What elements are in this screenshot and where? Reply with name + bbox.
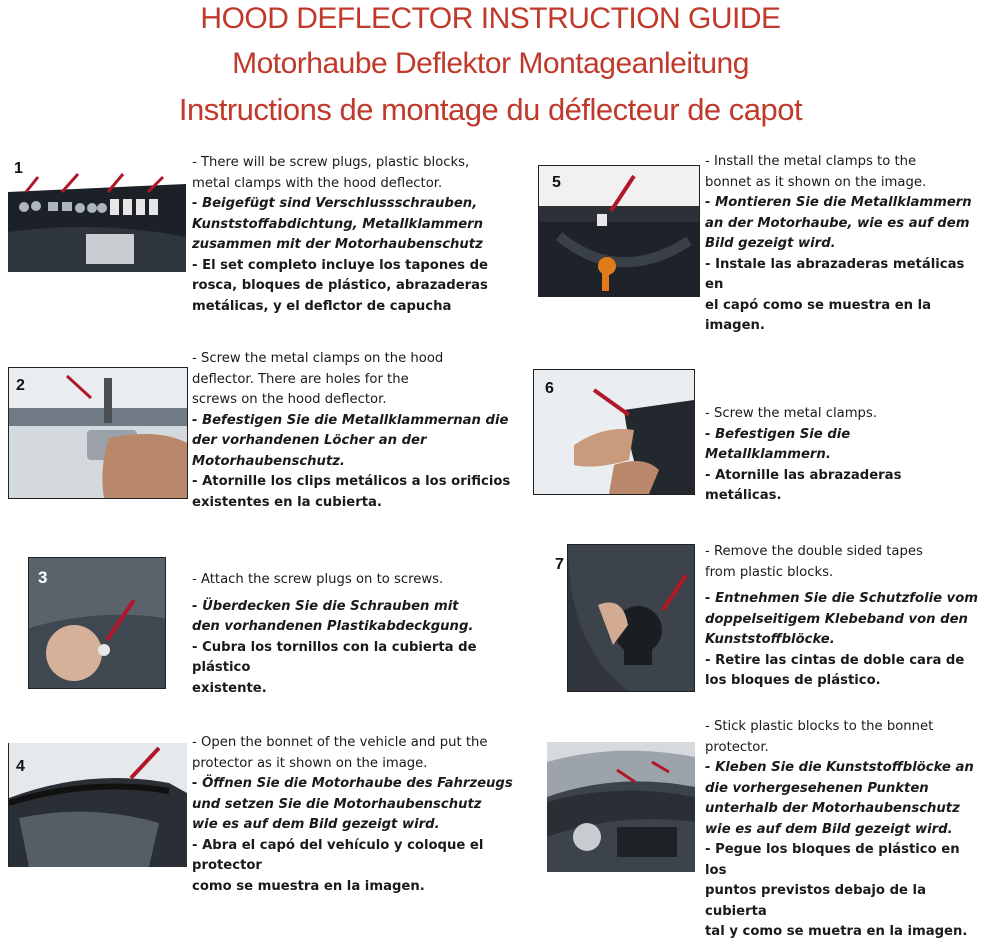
step-2-text	[192, 349, 522, 513]
step-8-de-line: wie es auf dem Bild gezeigt wird.	[705, 821, 953, 837]
step-5-de-line: - Montieren Sie die Metallklammern	[705, 195, 972, 210]
step-1-text	[192, 153, 522, 317]
step-6-photo	[533, 369, 695, 495]
step-2-photo	[8, 367, 188, 499]
step-8-text	[705, 717, 979, 943]
step-8-de-line: - Kleben Sie die Kunststoffblöcke an	[705, 760, 974, 775]
step-2-de-line: der vorhandenen Löcher an der	[192, 433, 427, 448]
step-5-de-line: an der Motorhaube, wie es auf dem	[705, 215, 970, 231]
step-4-en-line: protector as it shown on the image.	[192, 755, 428, 771]
step-5-text	[705, 152, 979, 337]
step-3-number: 3	[38, 568, 48, 587]
step-7-de-line: - Entnehmen Sie die Schutzfolie vom	[705, 591, 979, 606]
step-4-de-line: und setzen Sie die Motorhaubenschutz	[192, 796, 482, 812]
step-7-de-line: Kunststoffblöcke.	[705, 632, 835, 647]
step-2-de-line: - Befestigen Sie die Metallklammernan die	[192, 412, 509, 428]
step-2-es-line: existentes en la cubierta.	[192, 494, 382, 510]
step-5-number: 5	[552, 174, 561, 191]
title-french: Instructions de montage du déflecteur de capot	[178, 92, 803, 127]
step-1-number: 1	[14, 160, 23, 177]
step-1-es-line: - El set completo incluye los tapones de	[192, 257, 488, 273]
title-english: HOOD DEFLECTOR INSTRUCTION GUIDE	[200, 2, 781, 35]
step-7-en-line: from plastic blocks.	[705, 564, 834, 580]
step-8-photo	[547, 742, 695, 872]
step-2-es-line: - Atornille los clips metálicos a los orificios	[192, 474, 511, 489]
step-5-de-line: Bild gezeigt wird.	[705, 236, 836, 251]
step-7-text	[705, 542, 979, 692]
step-6-de-line: - Befestigen Sie die Metallklammern.	[705, 426, 851, 462]
step-6-number: 6	[545, 380, 554, 397]
step-2-de-line: Motorhaubenschutz.	[192, 453, 345, 469]
step-3-de-line: den vorhandenen Plastikabdeckgung.	[192, 619, 474, 634]
step-1-es-line: metálicas, y el deflctor de capucha	[192, 298, 452, 314]
step-1-en-line: metal clamps with the hood deflector.	[192, 175, 443, 191]
step-2-en-line: screws on the hood deflector.	[192, 392, 387, 407]
step-2-number: 2	[16, 377, 25, 394]
step-3-es-line: existente.	[192, 680, 267, 696]
step-6-es-line: - Atornille las abrazaderas metálicas.	[705, 467, 902, 503]
step-8-es-line: - Pegue los bloques de plástico en los	[705, 842, 960, 878]
step-3-es-line: - Cubra los tornillos con la cubierta de plástico	[192, 639, 477, 675]
step-3-de-line: - Überdecken Sie die Schrauben mit	[192, 598, 459, 614]
step-7-number: 7	[555, 556, 564, 573]
step-2-en-line: - Screw the metal clamps on the hood	[192, 351, 444, 366]
step-5-es-line: - Instale las abrazaderas metálicas en	[705, 256, 965, 292]
step-8-de-line: unterhalb der Motorhaubenschutz	[705, 801, 960, 816]
step-1-es-line: rosca, bloques de plástico, abrazaderas	[192, 278, 488, 293]
step-7-es-line: los bloques de plástico.	[705, 673, 881, 688]
step-1-photo	[8, 162, 186, 272]
step-7-illustration	[568, 545, 694, 691]
step-7-photo	[567, 544, 695, 692]
step-5-es-line: el capó como se muestra en la imagen.	[705, 297, 932, 333]
step-5-en-line: - Install the metal clamps to the	[705, 154, 917, 169]
step-4-number: 4	[16, 758, 25, 775]
step-5-illustration	[539, 166, 699, 296]
step-3-en-line: - Attach the screw plugs on to screws.	[192, 572, 444, 587]
step-3-text	[192, 570, 522, 699]
step-4-de-line: - Öffnen Sie die Motorhaube des Fahrzeugs	[192, 776, 513, 791]
step-4-en-line: - Open the bonnet of the vehicle and put the	[192, 735, 488, 750]
step-4-illustration	[9, 743, 187, 867]
step-8-de-line: die vorhergesehenen Punkten	[705, 780, 929, 796]
step-1-illustration	[8, 162, 186, 272]
title-german: Motorhaube Deflektor Montageanleitung	[232, 47, 749, 80]
step-8-es-line: tal y como se muetra en la imagen.	[705, 924, 968, 939]
step-5-photo	[538, 165, 700, 297]
step-6-en-line: - Screw the metal clamps.	[705, 406, 877, 421]
step-7-es-line: - Retire las cintas de doble cara de	[705, 652, 965, 668]
step-1-de-line: - Beigefügt sind Verschlussschrauben,	[192, 196, 478, 211]
step-1-de-line: zusammen mit der Motorhaubenschutz	[192, 237, 483, 252]
step-3-illustration	[29, 558, 165, 688]
step-1-en-line: - There will be screw plugs, plastic blocks,	[192, 155, 470, 170]
step-8-en-line: - Stick plastic blocks to the bonnet	[705, 719, 934, 734]
step-8-en-line: protector.	[705, 739, 769, 755]
step-1-de-line: Kunststoffabdichtung, Metallklammern	[192, 216, 484, 232]
step-3-photo	[28, 557, 166, 689]
step-4-de-line: wie es auf dem Bild gezeigt wird.	[192, 817, 440, 832]
step-4-es-line: como se muestra en la imagen.	[192, 878, 425, 894]
step-4-text	[192, 733, 532, 897]
step-2-en-line: deflector. There are holes for the	[192, 371, 409, 387]
step-7-en-line: - Remove the double sided tapes	[705, 544, 923, 559]
step-8-illustration	[547, 742, 695, 872]
step-4-es-line: - Abra el capó del vehículo y coloque el protector	[192, 837, 484, 873]
step-2-illustration	[9, 368, 187, 498]
step-6-text	[705, 404, 979, 507]
step-8-es-line: puntos previstos debajo de la cubierta	[705, 883, 926, 919]
step-6-illustration	[534, 370, 694, 494]
step-4-photo	[8, 743, 187, 867]
step-7-de-line: doppelseitigem Klebeband von den	[705, 611, 968, 627]
step-5-en-line: bonnet as it shown on the image.	[705, 174, 927, 190]
